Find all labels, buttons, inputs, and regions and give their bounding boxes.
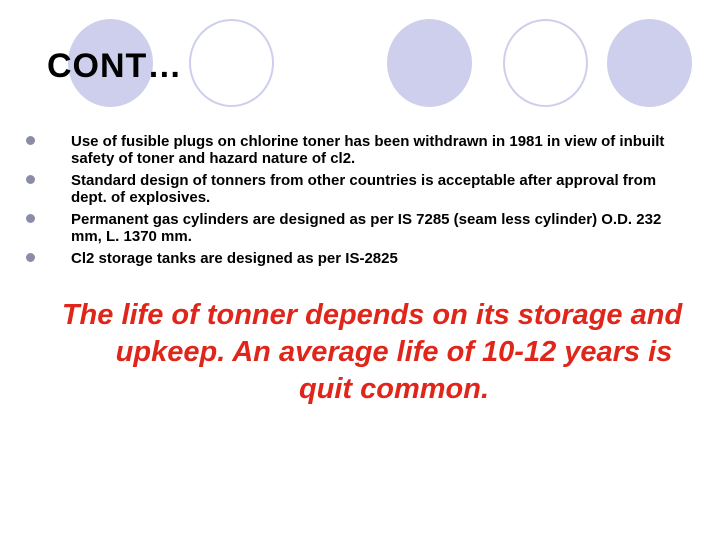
decor-circle-4 bbox=[503, 19, 588, 107]
bullet-item bbox=[26, 250, 681, 267]
decor-circle-3 bbox=[387, 19, 472, 107]
bullet-dot-icon bbox=[26, 214, 35, 223]
bullet-dot-icon bbox=[26, 175, 35, 184]
decor-circle-5 bbox=[607, 19, 692, 107]
bullet-item bbox=[26, 133, 681, 167]
bullet-item bbox=[26, 211, 681, 245]
decor-circle-2 bbox=[189, 19, 274, 107]
bullet-dot-icon bbox=[26, 136, 35, 145]
bullet-text: Permanent gas cylinders are designed as per IS 7285 (seam less cylinder) O.D. 232 mm, L. 1370 mm. bbox=[71, 211, 662, 245]
conclusion-text: The life of tonner depends on its storage and upkeep. An average life of 10-12 years is quit common. bbox=[61, 299, 683, 405]
bullet-item bbox=[26, 172, 681, 206]
bullet-text: Cl2 storage tanks are designed as per IS-2825 bbox=[71, 250, 398, 267]
bullet-text: Standard design of tonners from other countries is acceptable after approval from dept. of explosives. bbox=[71, 172, 657, 206]
bullet-dot-icon bbox=[26, 253, 35, 262]
bullet-text: Use of fusible plugs on chlorine toner has been withdrawn in 1981 in view of inbuilt safety of toner and hazard nature of cl2. bbox=[71, 133, 665, 167]
bullet-list bbox=[26, 133, 681, 272]
slide-title: CONT… bbox=[47, 47, 183, 85]
